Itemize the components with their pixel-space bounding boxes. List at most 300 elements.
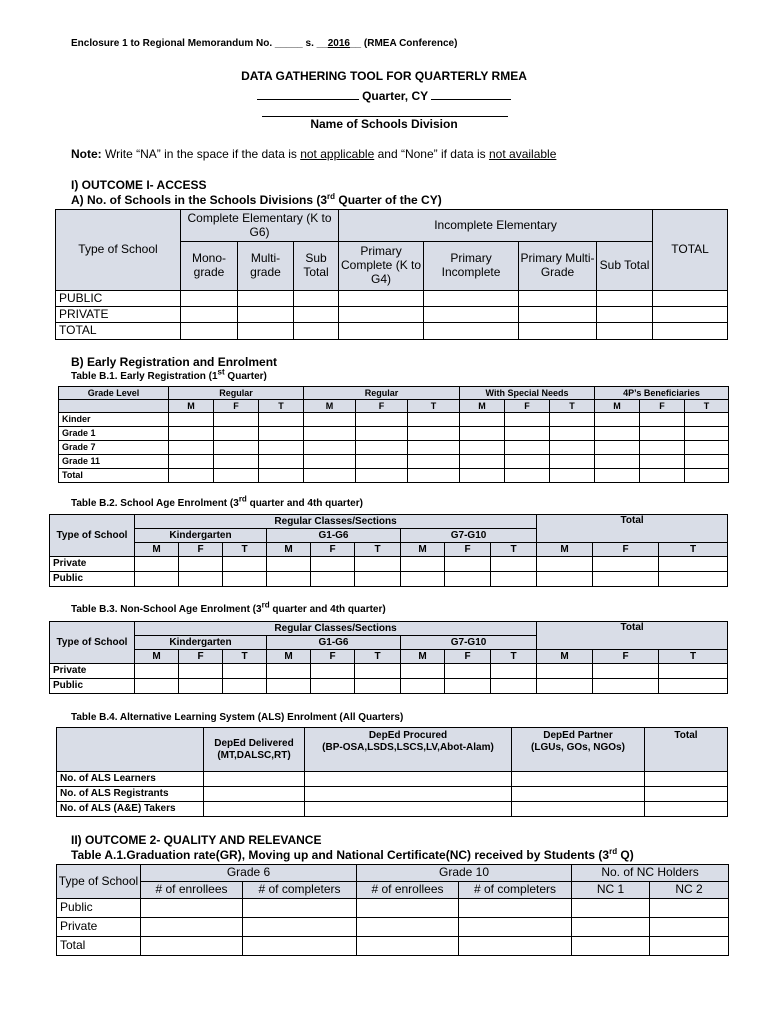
note-line bbox=[71, 147, 556, 161]
input-cell[interactable] bbox=[135, 572, 179, 587]
primary-multigrade-header: Primary Multi-Grade bbox=[519, 242, 597, 291]
t-header: T bbox=[355, 650, 401, 664]
input-cell[interactable] bbox=[653, 291, 728, 307]
enclosure-year: 2016 bbox=[327, 38, 350, 49]
primary-complete-header: Primary Complete (K to G4) bbox=[339, 242, 424, 291]
type-of-school-header: Type of School bbox=[56, 210, 181, 291]
tableB2-title-end: quarter and 4th quarter) bbox=[246, 498, 363, 509]
division-blank bbox=[262, 103, 508, 117]
tableB2-title bbox=[71, 494, 363, 509]
total-header: TOTAL bbox=[653, 210, 728, 291]
input-cell[interactable] bbox=[311, 572, 355, 587]
f-header: F bbox=[593, 543, 659, 557]
regular-classes-header: Regular Classes/Sections bbox=[135, 515, 537, 529]
input-cell[interactable] bbox=[537, 557, 593, 572]
tableB3-title-end: quarter and 4th quarter) bbox=[269, 604, 386, 615]
input-cell[interactable] bbox=[305, 787, 512, 802]
input-cell[interactable] bbox=[685, 455, 729, 469]
input-cell[interactable] bbox=[685, 413, 729, 427]
input-cell[interactable] bbox=[267, 679, 311, 694]
row-label: No. of ALS (A&E) Takers bbox=[57, 802, 204, 817]
t-header: T bbox=[491, 650, 537, 664]
row-label: Total bbox=[57, 937, 141, 956]
m-header: M bbox=[401, 543, 445, 557]
input-cell[interactable] bbox=[505, 427, 550, 441]
f-header: F bbox=[593, 650, 659, 664]
input-cell[interactable] bbox=[204, 772, 305, 787]
t-header: T bbox=[355, 543, 401, 557]
input-cell[interactable] bbox=[181, 291, 238, 307]
row-label: PRIVATE bbox=[56, 307, 181, 323]
input-cell[interactable] bbox=[650, 918, 729, 937]
input-cell[interactable] bbox=[445, 572, 491, 587]
input-cell[interactable] bbox=[238, 307, 294, 323]
tableA-title-text: A) No. of Schools in the Schools Divisions (3 bbox=[71, 193, 328, 207]
input-cell[interactable] bbox=[445, 557, 491, 572]
input-cell[interactable] bbox=[356, 441, 408, 455]
input-cell[interactable] bbox=[597, 323, 653, 340]
input-cell[interactable] bbox=[572, 899, 650, 918]
subtotal-header-2: Sub Total bbox=[597, 242, 653, 291]
input-cell[interactable] bbox=[685, 427, 729, 441]
input-cell[interactable] bbox=[304, 455, 356, 469]
m-header: M bbox=[537, 650, 593, 664]
input-cell[interactable] bbox=[460, 413, 505, 427]
input-cell[interactable] bbox=[653, 307, 728, 323]
input-cell[interactable] bbox=[519, 323, 597, 340]
grade-level-header: Grade Level bbox=[59, 387, 169, 400]
row-label: No. of ALS Registrants bbox=[57, 787, 204, 802]
m-header: M bbox=[401, 650, 445, 664]
input-cell[interactable] bbox=[550, 441, 595, 455]
input-cell[interactable] bbox=[445, 679, 491, 694]
input-cell[interactable] bbox=[572, 918, 650, 937]
input-cell[interactable] bbox=[294, 307, 339, 323]
input-cell[interactable] bbox=[214, 455, 259, 469]
input-cell[interactable] bbox=[311, 557, 355, 572]
level-header: G1-G6 bbox=[267, 636, 401, 650]
input-cell[interactable] bbox=[445, 664, 491, 679]
group-header: 4P’s Beneficiaries bbox=[595, 387, 729, 400]
m-header: M bbox=[460, 400, 505, 413]
input-cell[interactable] bbox=[645, 802, 728, 817]
input-cell[interactable] bbox=[550, 413, 595, 427]
graduation-rate-table bbox=[56, 864, 729, 956]
input-cell[interactable] bbox=[537, 664, 593, 679]
input-cell[interactable] bbox=[640, 441, 685, 455]
f-header: F bbox=[311, 543, 355, 557]
tableA-title-sup: rd bbox=[327, 192, 336, 201]
input-cell[interactable] bbox=[401, 679, 445, 694]
tableA-title bbox=[71, 193, 442, 207]
input-cell[interactable] bbox=[223, 557, 267, 572]
m-header: M bbox=[135, 543, 179, 557]
f-header: F bbox=[356, 400, 408, 413]
tableB1-title-sup: st bbox=[217, 367, 225, 377]
input-cell[interactable] bbox=[491, 557, 537, 572]
primary-incomplete-header: Primary Incomplete bbox=[424, 242, 519, 291]
input-cell[interactable] bbox=[593, 557, 659, 572]
f-header: F bbox=[311, 650, 355, 664]
input-cell[interactable] bbox=[179, 557, 223, 572]
input-cell[interactable] bbox=[659, 572, 728, 587]
level-header: G1-G6 bbox=[267, 529, 401, 543]
m-header: M bbox=[537, 543, 593, 557]
input-cell[interactable] bbox=[550, 469, 595, 483]
input-cell[interactable] bbox=[267, 557, 311, 572]
input-cell[interactable] bbox=[491, 572, 537, 587]
input-cell[interactable] bbox=[204, 787, 305, 802]
blank-header bbox=[59, 400, 169, 413]
input-cell[interactable] bbox=[505, 441, 550, 455]
input-cell[interactable] bbox=[339, 323, 424, 340]
type-of-school-header: Type of School bbox=[50, 622, 135, 664]
input-cell[interactable] bbox=[339, 291, 424, 307]
input-cell[interactable] bbox=[141, 899, 243, 918]
t-header: T bbox=[659, 650, 728, 664]
input-cell[interactable] bbox=[537, 572, 593, 587]
input-cell[interactable] bbox=[408, 427, 460, 441]
type-of-school-header: Type of School bbox=[50, 515, 135, 557]
input-cell[interactable] bbox=[243, 918, 357, 937]
procured-sub-label: (BP-OSA,LSDS,LSCS,LV,Abot-Alam) bbox=[322, 741, 494, 753]
note-text-2: and “None” if data is bbox=[374, 147, 489, 161]
input-cell[interactable] bbox=[214, 469, 259, 483]
input-cell[interactable] bbox=[401, 664, 445, 679]
input-cell[interactable] bbox=[653, 323, 728, 340]
input-cell[interactable] bbox=[179, 572, 223, 587]
input-cell[interactable] bbox=[355, 664, 401, 679]
deped-delivered-header: DepEd Delivered (MT,DALSC,RT) bbox=[204, 728, 305, 772]
input-cell[interactable] bbox=[645, 787, 728, 802]
input-cell[interactable] bbox=[243, 899, 357, 918]
input-cell[interactable] bbox=[214, 413, 259, 427]
tableB3-title bbox=[71, 600, 386, 615]
row-label: Total bbox=[59, 469, 169, 483]
tableA1-title-sup: rd bbox=[609, 847, 618, 856]
tableB1-title-end: Quarter) bbox=[224, 371, 267, 382]
input-cell[interactable] bbox=[537, 679, 593, 694]
input-cell[interactable] bbox=[593, 679, 659, 694]
total-header: Total bbox=[645, 728, 728, 772]
input-cell[interactable] bbox=[357, 937, 459, 956]
input-cell[interactable] bbox=[460, 455, 505, 469]
input-cell[interactable] bbox=[640, 427, 685, 441]
f-header: F bbox=[179, 543, 223, 557]
input-cell[interactable] bbox=[640, 455, 685, 469]
regular-classes-header: Regular Classes/Sections bbox=[135, 622, 537, 636]
input-cell[interactable] bbox=[505, 469, 550, 483]
input-cell[interactable] bbox=[550, 455, 595, 469]
input-cell[interactable] bbox=[135, 557, 179, 572]
input-cell[interactable] bbox=[305, 772, 512, 787]
input-cell[interactable] bbox=[460, 427, 505, 441]
input-cell[interactable] bbox=[491, 664, 537, 679]
input-cell[interactable] bbox=[595, 455, 640, 469]
note-not-applicable: not applicable bbox=[300, 147, 375, 161]
input-cell[interactable] bbox=[519, 291, 597, 307]
input-cell[interactable] bbox=[408, 413, 460, 427]
input-cell[interactable] bbox=[640, 413, 685, 427]
input-cell[interactable] bbox=[181, 323, 238, 340]
input-cell[interactable] bbox=[135, 679, 179, 694]
early-registration-table bbox=[58, 386, 729, 483]
f-header: F bbox=[505, 400, 550, 413]
row-label: Private bbox=[50, 664, 135, 679]
input-cell[interactable] bbox=[214, 441, 259, 455]
input-cell[interactable] bbox=[424, 323, 519, 340]
row-label: Grade 1 bbox=[59, 427, 169, 441]
note-prefix: Note: bbox=[71, 147, 102, 161]
level-header: G7-G10 bbox=[401, 636, 537, 650]
m-header: M bbox=[169, 400, 214, 413]
input-cell[interactable] bbox=[169, 441, 214, 455]
incomplete-elementary-header: Incomplete Elementary bbox=[339, 210, 653, 242]
input-cell[interactable] bbox=[595, 413, 640, 427]
f-header: F bbox=[214, 400, 259, 413]
division-label: Name of Schools Division bbox=[310, 117, 458, 131]
sectionB-heading: B) Early Registration and Enrolment bbox=[71, 355, 278, 369]
input-cell[interactable] bbox=[650, 899, 729, 918]
input-cell[interactable] bbox=[294, 323, 339, 340]
school-age-enrolment-table bbox=[49, 514, 728, 587]
level-header: G7-G10 bbox=[401, 529, 537, 543]
input-cell[interactable] bbox=[204, 802, 305, 817]
input-cell[interactable] bbox=[595, 469, 640, 483]
quarter-label: Quarter, CY bbox=[362, 89, 428, 103]
input-cell[interactable] bbox=[169, 427, 214, 441]
enclosure-line bbox=[71, 38, 457, 49]
tableA1-title-text: Table A.1.Graduation rate(GR), Moving up and National Certificate(NC) received by Students (3 bbox=[71, 848, 610, 862]
input-cell[interactable] bbox=[595, 441, 640, 455]
total-header: Total bbox=[537, 515, 728, 543]
input-cell[interactable] bbox=[595, 427, 640, 441]
m-header: M bbox=[304, 400, 356, 413]
input-cell[interactable] bbox=[311, 664, 355, 679]
input-cell[interactable] bbox=[243, 937, 357, 956]
tableB2-title-text: Table B.2. School Age Enrolment (3 bbox=[71, 498, 239, 509]
row-label: Grade 7 bbox=[59, 441, 169, 455]
input-cell[interactable] bbox=[424, 307, 519, 323]
group-header: With Special Needs bbox=[460, 387, 595, 400]
t-header: T bbox=[408, 400, 460, 413]
input-cell[interactable] bbox=[512, 787, 645, 802]
row-label: Public bbox=[50, 572, 135, 587]
input-cell[interactable] bbox=[356, 469, 408, 483]
input-cell[interactable] bbox=[355, 679, 401, 694]
input-cell[interactable] bbox=[304, 413, 356, 427]
subtotal-header: Sub Total bbox=[294, 242, 339, 291]
nc1-header: NC 1 bbox=[572, 882, 650, 899]
nc-holders-header: No. of NC Holders bbox=[572, 865, 729, 882]
input-cell[interactable] bbox=[356, 413, 408, 427]
input-cell[interactable] bbox=[267, 572, 311, 587]
completers-header: # of completers bbox=[459, 882, 572, 899]
t-header: T bbox=[659, 543, 728, 557]
input-cell[interactable] bbox=[267, 664, 311, 679]
input-cell[interactable] bbox=[685, 441, 729, 455]
nc2-header: NC 2 bbox=[650, 882, 729, 899]
input-cell[interactable] bbox=[357, 899, 459, 918]
input-cell[interactable] bbox=[259, 455, 304, 469]
m-header: M bbox=[595, 400, 640, 413]
completers-header: # of completers bbox=[243, 882, 357, 899]
f-header: F bbox=[179, 650, 223, 664]
non-school-age-enrolment-table bbox=[49, 621, 728, 694]
enrollees-header: # of enrollees bbox=[357, 882, 459, 899]
input-cell[interactable] bbox=[505, 455, 550, 469]
level-header: Kindergarten bbox=[135, 636, 267, 650]
input-cell[interactable] bbox=[685, 469, 729, 483]
row-label: Kinder bbox=[59, 413, 169, 427]
input-cell[interactable] bbox=[650, 937, 729, 956]
input-cell[interactable] bbox=[181, 307, 238, 323]
input-cell[interactable] bbox=[355, 572, 401, 587]
multi-grade-header: Multi-grade bbox=[238, 242, 294, 291]
input-cell[interactable] bbox=[459, 918, 572, 937]
blank-header bbox=[57, 728, 204, 772]
tableB1-title bbox=[71, 367, 267, 382]
input-cell[interactable] bbox=[460, 441, 505, 455]
input-cell[interactable] bbox=[356, 455, 408, 469]
row-label: Private bbox=[50, 557, 135, 572]
input-cell[interactable] bbox=[304, 469, 356, 483]
input-cell[interactable] bbox=[459, 937, 572, 956]
t-header: T bbox=[685, 400, 729, 413]
input-cell[interactable] bbox=[640, 469, 685, 483]
als-enrolment-table bbox=[56, 727, 728, 817]
grade6-header: Grade 6 bbox=[141, 865, 357, 882]
input-cell[interactable] bbox=[169, 413, 214, 427]
input-cell[interactable] bbox=[572, 937, 650, 956]
input-cell[interactable] bbox=[179, 679, 223, 694]
input-cell[interactable] bbox=[519, 307, 597, 323]
t-header: T bbox=[550, 400, 595, 413]
input-cell[interactable] bbox=[597, 291, 653, 307]
input-cell[interactable] bbox=[259, 441, 304, 455]
page-title: DATA GATHERING TOOL FOR QUARTERLY RMEA bbox=[241, 69, 527, 83]
tableA1-title bbox=[71, 848, 634, 862]
input-cell[interactable] bbox=[593, 664, 659, 679]
note-not-available: not available bbox=[489, 147, 557, 161]
complete-elementary-header: Complete Elementary (K to G6) bbox=[181, 210, 339, 242]
input-cell[interactable] bbox=[505, 413, 550, 427]
input-cell[interactable] bbox=[460, 469, 505, 483]
input-cell[interactable] bbox=[459, 899, 572, 918]
row-label: Public bbox=[50, 679, 135, 694]
input-cell[interactable] bbox=[339, 307, 424, 323]
input-cell[interactable] bbox=[214, 427, 259, 441]
input-cell[interactable] bbox=[304, 441, 356, 455]
partner-sub-label: (LGUs, GOs, NGOs) bbox=[531, 741, 625, 753]
row-label: PUBLIC bbox=[56, 291, 181, 307]
input-cell[interactable] bbox=[141, 918, 243, 937]
t-header: T bbox=[223, 650, 267, 664]
input-cell[interactable] bbox=[223, 664, 267, 679]
input-cell[interactable] bbox=[355, 557, 401, 572]
tableA-title-end: Quarter of the CY) bbox=[335, 193, 442, 207]
input-cell[interactable] bbox=[550, 427, 595, 441]
tableB1-title-text: Table B.1. Early Registration (1 bbox=[71, 371, 218, 382]
enclosure-text: Enclosure 1 to Regional Memorandum No. _____ s. __ bbox=[71, 38, 328, 49]
grade10-header: Grade 10 bbox=[357, 865, 572, 882]
deped-procured-header bbox=[305, 728, 512, 772]
enclosure-text-end: __ (RMEA Conference) bbox=[350, 38, 458, 49]
input-cell[interactable] bbox=[593, 572, 659, 587]
outcome1-heading: I) OUTCOME I- ACCESS bbox=[71, 178, 207, 192]
input-cell[interactable] bbox=[659, 679, 728, 694]
m-header: M bbox=[267, 650, 311, 664]
input-cell[interactable] bbox=[356, 427, 408, 441]
note-text: Write “NA” in the space if the data is bbox=[101, 147, 301, 161]
input-cell[interactable] bbox=[408, 441, 460, 455]
input-cell[interactable] bbox=[223, 572, 267, 587]
row-label: Public bbox=[57, 899, 141, 918]
input-cell[interactable] bbox=[659, 557, 728, 572]
input-cell[interactable] bbox=[408, 469, 460, 483]
input-cell[interactable] bbox=[238, 291, 294, 307]
row-label: TOTAL bbox=[56, 323, 181, 340]
t-header: T bbox=[491, 543, 537, 557]
input-cell[interactable] bbox=[659, 664, 728, 679]
f-header: F bbox=[640, 400, 685, 413]
schools-table bbox=[55, 209, 728, 340]
input-cell[interactable] bbox=[169, 469, 214, 483]
row-label: Grade 11 bbox=[59, 455, 169, 469]
input-cell[interactable] bbox=[238, 323, 294, 340]
row-label: No. of ALS Learners bbox=[57, 772, 204, 787]
input-cell[interactable] bbox=[135, 664, 179, 679]
input-cell[interactable] bbox=[408, 455, 460, 469]
enrollees-header: # of enrollees bbox=[141, 882, 243, 899]
input-cell[interactable] bbox=[305, 802, 512, 817]
input-cell[interactable] bbox=[304, 427, 356, 441]
input-cell[interactable] bbox=[169, 455, 214, 469]
partner-label: DepEd Partner bbox=[543, 730, 613, 741]
input-cell[interactable] bbox=[223, 679, 267, 694]
input-cell[interactable] bbox=[491, 679, 537, 694]
input-cell[interactable] bbox=[259, 427, 304, 441]
quarter-line bbox=[0, 87, 768, 103]
input-cell[interactable] bbox=[424, 291, 519, 307]
input-cell[interactable] bbox=[179, 664, 223, 679]
input-cell[interactable] bbox=[597, 307, 653, 323]
tableB2-title-sup: rd bbox=[238, 494, 247, 504]
input-cell[interactable] bbox=[259, 413, 304, 427]
tableB3-title-sup: rd bbox=[261, 600, 270, 610]
level-header: Kindergarten bbox=[135, 529, 267, 543]
deped-partner-header bbox=[512, 728, 645, 772]
input-cell[interactable] bbox=[645, 772, 728, 787]
input-cell[interactable] bbox=[294, 291, 339, 307]
total-header: Total bbox=[537, 622, 728, 650]
input-cell[interactable] bbox=[512, 802, 645, 817]
group-header: Regular bbox=[304, 387, 460, 400]
input-cell[interactable] bbox=[259, 469, 304, 483]
input-cell[interactable] bbox=[512, 772, 645, 787]
row-label: Private bbox=[57, 918, 141, 937]
input-cell[interactable] bbox=[401, 557, 445, 572]
t-header: T bbox=[223, 543, 267, 557]
tableB3-title-text: Table B.3. Non-School Age Enrolment (3 bbox=[71, 604, 262, 615]
tableB4-title: Table B.4. Alternative Learning System (ALS) Enrolment (All Quarters) bbox=[71, 712, 404, 723]
tableA1-title-end: Q) bbox=[617, 848, 634, 862]
input-cell[interactable] bbox=[311, 679, 355, 694]
group-header: Regular bbox=[169, 387, 304, 400]
input-cell[interactable] bbox=[401, 572, 445, 587]
input-cell[interactable] bbox=[357, 918, 459, 937]
input-cell[interactable] bbox=[141, 937, 243, 956]
